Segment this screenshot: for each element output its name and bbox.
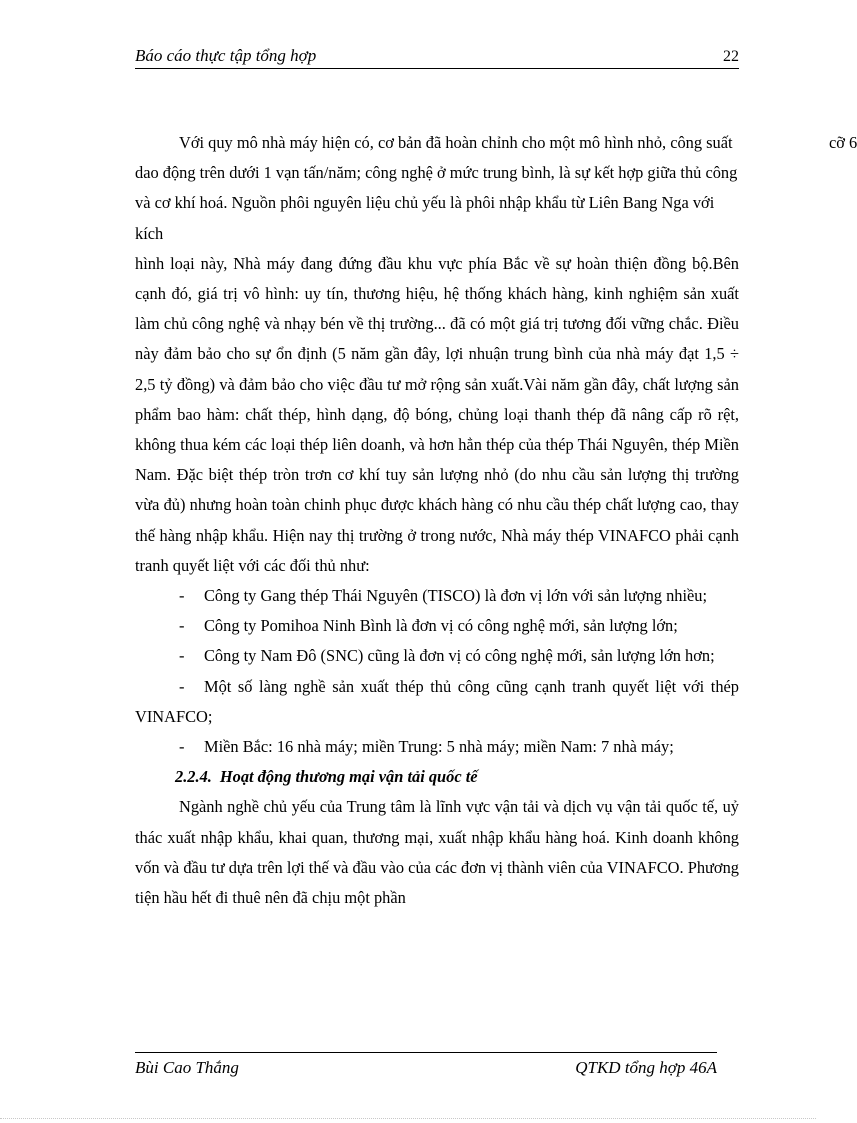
list-item-text: Công ty Nam Đô (SNC) cũng là đơn vị có công nghệ mới, sản lượng lớn hơn;: [204, 646, 715, 666]
paragraph-2: Ngành nghề chủ yếu của Trung tâm là lĩnh vực vận tải và dịch vụ vận tải quốc tế, uỷ thác xuất nhập khẩu, khai quan, thương mại, xuất nhập khẩu hàng hoá. Kinh doanh không vốn và đầu tư dựa trên lợi thế và đầu vào của các đơn vị thành viên của VINAFCO. Phương tiện hầu hết đi thuê nên đã chịu một phần: [135, 797, 739, 908]
page-header: [135, 46, 739, 69]
dash-marker: -: [179, 616, 185, 636]
paragraph-1-continued: hình loại này, Nhà máy đang đứng đầu khu vực phía Bắc về sự hoàn thiện đồng bộ.Bên cạnh đó, giá trị vô hình: uy tín, thương hiệu, hệ thống khách hàng, kinh nghiệm sản xuất làm chủ công nghệ và nhạy bén về thị trường... đã có một giá trị tương đối vững chắc. Điều này đảm bảo cho sự ổn định (5 năm gần đây, lợi nhuận trung bình của nhà máy đạt 1,5 ÷ 2,5 tỷ đồng) và đảm bảo cho việc đầu tư mở rộng sản xuất.Vài năm gần đây, chất lượng sản phẩm bao hàm: chất thép, hình dạng, độ bóng, chủng loại thanh thép đã nâng cấp rõ rệt, không thua kém các loại thép liên doanh, và hơn hẳn thép của thép Thái Nguyên, thép Miền Nam. Đặc biệt thép tròn trơn cơ khí tuy sản lượng nhỏ (do nhu cầu sản lượng thị trường vừa đủ) nhưng hoàn toàn chinh phục được khách hàng có nhu cầu thép chất lượng cao, thay thế hàng nhập khẩu. Hiện nay thị trường ở trong nước, Nhà máy thép VINAFCO phải cạnh tranh quyết liệt với các đối thủ như:: [135, 253, 739, 575]
overflow-fragment: cỡ 6: [829, 133, 857, 152]
paragraph-1-text: Với quy mô nhà máy hiện có, cơ bản đã hoàn chỉnh cho một mô hình nhỏ, công suất dao động trên dưới 1 vạn tấn/năm; công nghệ ở mức trung bình, là sự kết hợp giữa thủ công và cơ khí hoá. Nguồn phôi nguyên liệu chủ yếu là phôi nhập khẩu từ Liên Bang Nga với kích: [135, 133, 738, 243]
section-heading: [135, 762, 739, 792]
page-edge-divider: [0, 1118, 816, 1119]
list-item: [135, 641, 739, 671]
section-title: Hoạt động thương mại vận tải quốc tế: [219, 767, 478, 787]
paragraph-1: [135, 128, 857, 249]
footer-course: QTKD tổng hợp 46A: [575, 1058, 717, 1077]
list-item-text: Công ty Pomihoa Ninh Bình là đơn vị có công nghệ mới, sản lượng lớn;: [204, 616, 678, 636]
report-title: Báo cáo thực tập tổng hợp: [135, 46, 317, 65]
dash-marker: -: [179, 646, 185, 666]
dash-marker: -: [179, 676, 185, 696]
section-number: 2.2.4.: [175, 767, 212, 787]
competitor-list: [135, 581, 739, 762]
page-footer: [135, 1052, 717, 1077]
dash-marker: -: [179, 586, 185, 606]
dash-marker: -: [179, 737, 185, 757]
list-item: [135, 611, 739, 641]
list-item-text: Một số làng nghề sản xuất thép thủ công cũng cạnh tranh quyết liệt với thép VINAFCO;: [135, 676, 739, 726]
list-item-text: Công ty Gang thép Thái Nguyên (TISCO) là đơn vị lớn với sản lượng nhiều;: [204, 586, 708, 606]
footer-author: Bùi Cao Thắng: [135, 1058, 239, 1077]
page-number: 22: [723, 48, 739, 65]
list-item-text: Miền Bắc: 16 nhà máy; miền Trung: 5 nhà máy; miền Nam: 7 nhà máy;: [204, 737, 674, 757]
list-item: [135, 581, 739, 611]
list-item: [135, 732, 739, 762]
body-text: [135, 128, 857, 913]
list-item: [135, 672, 739, 732]
